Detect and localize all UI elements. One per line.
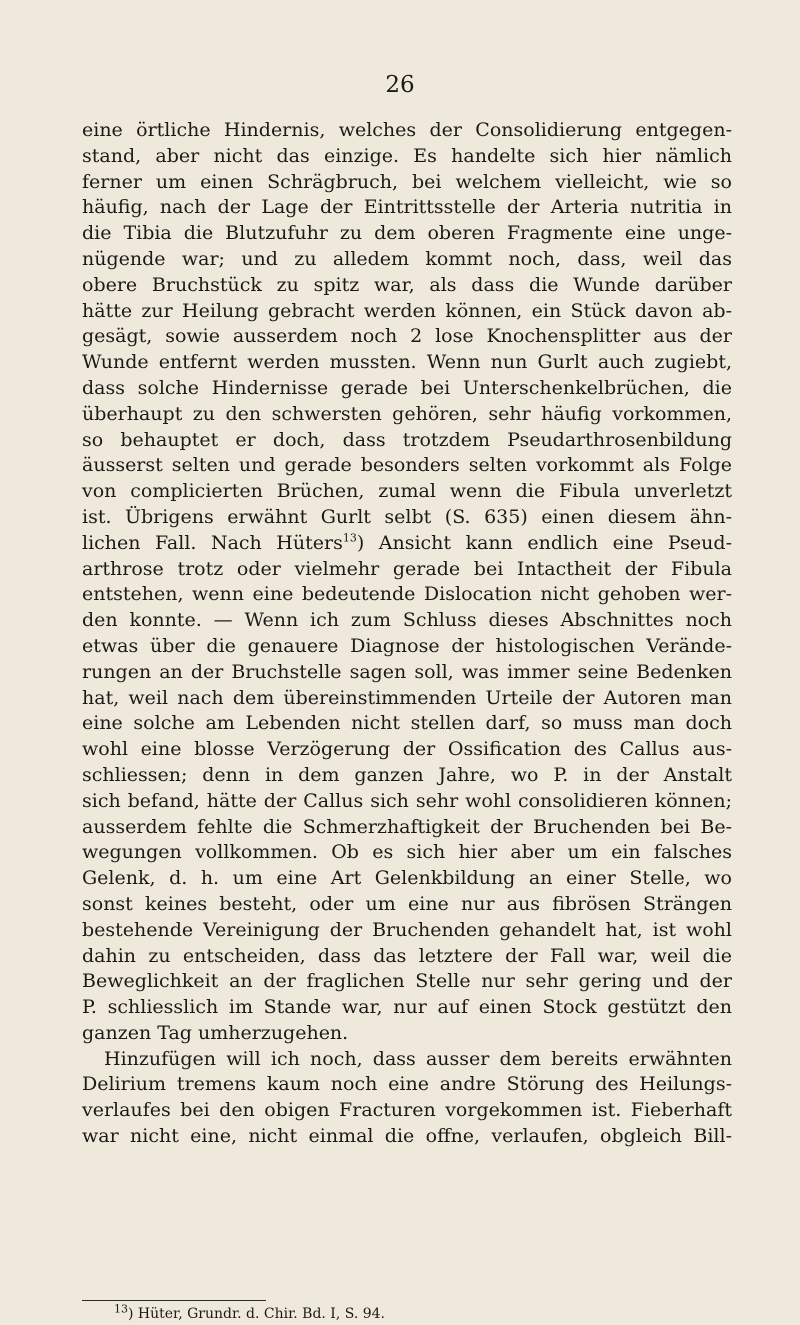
text-line: hätte zur Heilung gebracht werden können, ein Stück davon ab- bbox=[82, 299, 732, 322]
page-number: 26 bbox=[385, 72, 415, 98]
text-line: ist. Übrigens erwähnt Gurlt selbt (S. 635) einen diesem ähn- bbox=[82, 505, 732, 528]
text-line: verlaufes bei den obigen Fracturen vorgekommen ist. Fieberhaft bbox=[82, 1099, 732, 1122]
text-line: eine solche am Lebenden nicht stellen darf, so muss man doch bbox=[82, 712, 732, 735]
footnote-text: ) Hüter, Grundr. d. Chir. Bd. I, S. 94. bbox=[128, 1306, 385, 1322]
text-line: bestehende Vereinigung der Bruchenden gehandelt hat, ist wohl bbox=[82, 918, 732, 941]
text-line: gesägt, sowie ausserdem noch 2 lose Knochensplitter aus der bbox=[82, 325, 732, 348]
text-line-part: ) Ansicht kann endlich eine Pseud- bbox=[356, 531, 732, 554]
text-line-with-footnote-ref bbox=[82, 531, 732, 557]
text-line: von complicierten Brüchen, zumal wenn die Fibula unverletzt bbox=[82, 480, 732, 503]
text-line: sich befand, hätte der Callus sich sehr wohl consolidieren können; bbox=[82, 789, 732, 812]
text-line: nügende war; und zu alledem kommt noch, dass, weil das bbox=[82, 247, 732, 270]
text-line: ganzen Tag umherzugehen. bbox=[82, 1021, 349, 1044]
text-line: so behauptet er doch, dass trotzdem Pseudarthrosenbildung bbox=[82, 428, 732, 451]
text-line: schliessen; denn in dem ganzen Jahre, wo P. in der Anstalt bbox=[82, 763, 732, 786]
text-line: eine örtliche Hindernis, welches der Consolidierung entgegen- bbox=[82, 119, 732, 141]
text-line: ausserdem fehlte die Schmerzhaftigkeit der Bruchenden bei Be- bbox=[82, 815, 732, 838]
text-line: obere Bruchstück zu spitz war, als dass die Wunde darüber bbox=[82, 273, 732, 296]
text-line: hat, weil nach dem übereinstimmenden Urteile der Autoren man bbox=[82, 686, 732, 709]
footnote-reference: 13 bbox=[342, 531, 357, 545]
text-line: stand, aber nicht das einzige. Es handelte sich hier nämlich bbox=[82, 144, 732, 167]
text-line: den konnte. — Wenn ich zum Schluss dieses Abschnittes noch bbox=[82, 609, 732, 632]
text-line: dahin zu entscheiden, dass das letztere der Fall war, weil die bbox=[82, 944, 732, 967]
text-line: wohl eine blosse Verzögerung der Ossification des Callus aus- bbox=[82, 738, 732, 761]
text-line: die Tibia die Blutzufuhr zu dem oberen Fragmente eine unge- bbox=[82, 222, 732, 245]
text-line: sonst keines besteht, oder um eine nur aus fibrösen Strängen bbox=[82, 892, 732, 915]
text-line-part: lichen Fall. Nach Hüters bbox=[82, 531, 343, 554]
text-line: Gelenk, d. h. um eine Art Gelenkbildung an einer Stelle, wo bbox=[82, 867, 732, 890]
text-line: Hinzufügen will ich noch, dass ausser dem bereits erwähnten bbox=[104, 1047, 732, 1070]
text-line: Wunde entfernt werden mussten. Wenn nun Gurlt auch zugiebt, bbox=[82, 351, 732, 374]
text-line: dass solche Hindernisse gerade bei Unterschenkelbrüchen, die bbox=[82, 376, 732, 399]
text-line: arthrose trotz oder vielmehr gerade bei Intactheit der Fibula bbox=[82, 557, 732, 580]
footnote-marker: 13 bbox=[114, 1302, 128, 1316]
text-line: überhaupt zu den schwersten gehören, sehr häufig vorkommen, bbox=[82, 402, 732, 425]
text-line: rungen an der Bruchstelle sagen soll, was immer seine Bedenken bbox=[82, 660, 732, 683]
text-line: häufig, nach der Lage der Eintrittsstelle der Arteria nutritia in bbox=[82, 196, 732, 219]
text-line: wegungen vollkommen. Ob es sich hier aber um ein falsches bbox=[82, 841, 732, 864]
footnote bbox=[114, 1302, 385, 1322]
text-line: war nicht eine, nicht einmal die offne, verlaufen, obgleich Bill- bbox=[82, 1125, 732, 1148]
text-line: etwas über die genauere Diagnose der histologischen Verände- bbox=[82, 634, 732, 657]
text-line: ferner um einen Schrägbruch, bei welchem vielleicht, wie so bbox=[82, 170, 732, 193]
footnote-divider bbox=[82, 1300, 266, 1301]
text-line: Beweglichkeit an der fraglichen Stelle nur sehr gering und der bbox=[82, 970, 732, 993]
text-line: Delirium tremens kaum noch eine andre Störung des Heilungs- bbox=[82, 1073, 732, 1096]
text-line: P. schliesslich im Stande war, nur auf einen Stock gestützt den bbox=[82, 996, 732, 1019]
text-line: entstehen, wenn eine bedeutende Dislocation nicht gehoben wer- bbox=[82, 583, 732, 606]
body-text bbox=[82, 118, 732, 1150]
text-line: äusserst selten und gerade besonders selten vorkommt als Folge bbox=[82, 454, 732, 477]
